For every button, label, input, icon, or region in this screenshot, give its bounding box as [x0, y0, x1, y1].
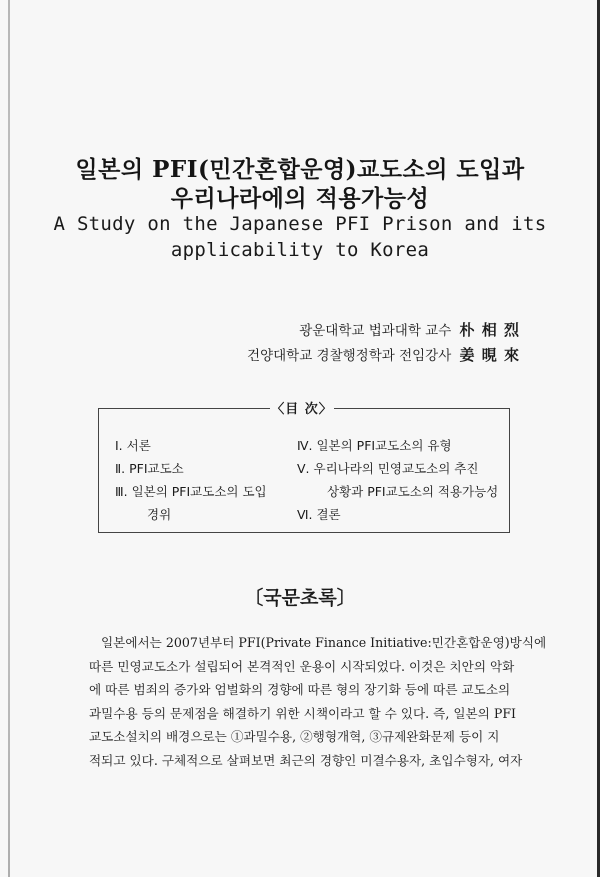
author-2-name: 姜 晛 來	[459, 346, 520, 364]
abstract-body	[89, 631, 547, 773]
author-2	[247, 344, 520, 365]
toc-item: Ⅲ. 일본의 PFI교도소의 도입	[115, 484, 267, 499]
korean-title-line-1: 일본의 PFI(민간혼합운영)교도소의 도입과	[75, 156, 525, 183]
toc-item-continuation: 경위	[147, 507, 172, 522]
toc-left-column	[115, 436, 305, 528]
toc-heading: 〈目 次〉	[270, 398, 334, 417]
abstract-line: 적되고 있다. 구체적으로 살펴보면 최근의 경향인 미결수용자, 초입수형자, 여자	[89, 752, 523, 768]
toc-item: Ⅴ. 우리나라의 민영교도소의 추진	[297, 461, 479, 476]
author-1-name: 朴 相 烈	[459, 321, 520, 339]
toc-item: Ⅳ. 일본의 PFI교도소의 유형	[297, 438, 452, 453]
toc-item: Ⅰ. 서론	[115, 438, 151, 453]
author-2-affiliation: 건양대학교 경찰행정학과 전임강사	[247, 348, 452, 364]
abstract-heading: 〔국문초록〕	[244, 587, 356, 609]
abstract-line: 에 따른 범죄의 증가와 엄벌화의 경향에 따른 형의 장기화 등에 따른 교도소의	[89, 682, 511, 698]
abstract-line: 따른 민영교도소가 설립되어 본격적인 운용이 시작되었다. 이것은 치안의 악화	[89, 658, 515, 674]
abstract-line: 과밀수용 등의 문제점을 해결하기 위한 시책이라고 할 수 있다. 즉, 일본의 PFI	[89, 705, 517, 721]
toc-item: Ⅱ. PFI교도소	[115, 461, 184, 476]
author-1-affiliation: 광운대학교 법과대학 교수	[299, 323, 452, 339]
korean-title-line-2: 우리나라에의 적용가능성	[170, 185, 430, 212]
toc-right-column	[297, 436, 507, 528]
abstract-line: 교도소설치의 배경으로는 ①과밀수용, ②행형개혁, ③규제완화문제 등이 지	[89, 729, 500, 745]
english-title-line-2: applicability to Korea	[170, 239, 430, 261]
author-1	[299, 319, 520, 340]
toc-item: Ⅵ. 결론	[297, 507, 341, 522]
english-title-line-1: A Study on the Japanese PFI Prison and its	[53, 213, 547, 235]
toc-item-continuation: 상황과 PFI교도소의 적용가능성	[327, 484, 499, 499]
abstract-line: 일본에서는 2007년부터 PFI(Private Finance Initiative:민간혼합운영)방식에	[101, 635, 547, 650]
scan-edge-left	[8, 0, 10, 877]
